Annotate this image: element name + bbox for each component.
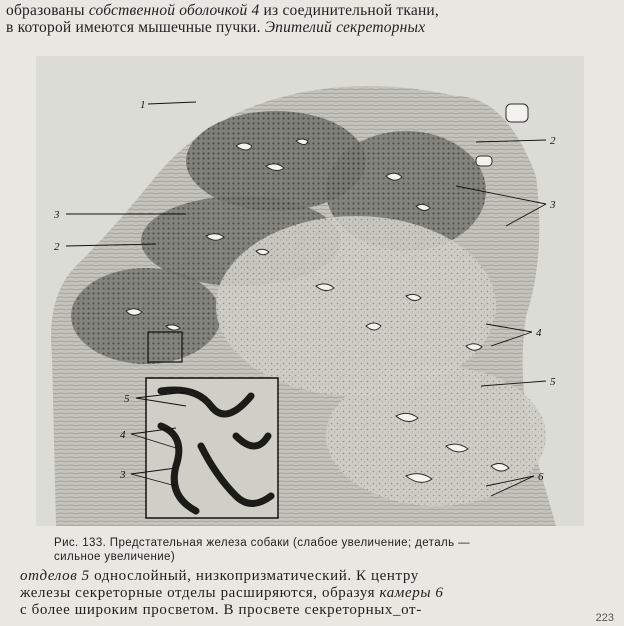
figure-label: 3 — [54, 209, 60, 221]
italic-term: отделов 5 — [20, 568, 90, 584]
gland-lobule — [326, 366, 546, 506]
figure-label: 2 — [54, 241, 60, 253]
figure-caption — [54, 536, 614, 564]
histology-figure — [36, 56, 584, 526]
italic-term: Эпителий секреторных — [264, 19, 426, 36]
gland-micrograph — [36, 56, 584, 526]
caption-line-1: Рис. 133. Предстательная железа собаки (слабое увеличение; деталь — — [54, 537, 470, 549]
text-span: образованы — [6, 2, 89, 19]
text-span: железы секреторные отделы расширяются, образуя — [20, 585, 380, 601]
paragraph-top-line-2 — [6, 19, 616, 36]
paragraph-top-line-1 — [6, 2, 616, 19]
text-span: в которой имеются мышечные пучки. — [6, 19, 265, 36]
paragraph-bottom-line-2 — [20, 585, 618, 602]
caption-line-2: сильное увеличение) — [54, 551, 176, 563]
figure-label: 4 — [120, 429, 126, 441]
figure-label: 2 — [550, 135, 556, 147]
figure-label: 1 — [140, 99, 146, 111]
figure-label: 3 — [550, 199, 556, 211]
figure-label: 4 — [536, 327, 542, 339]
text-span: однослойный, низкопризматический. К центру — [89, 568, 419, 584]
page-number: 223 — [595, 612, 614, 624]
figure-label: 5 — [550, 376, 556, 388]
italic-term: камеры 6 — [379, 585, 444, 601]
gland-lobule — [71, 268, 221, 364]
italic-term: собственной оболочкой 4 — [88, 2, 260, 19]
paragraph-bottom — [20, 568, 618, 619]
text-span: из соединительной ткани, — [259, 2, 440, 19]
paragraph-top — [6, 2, 616, 36]
paragraph-bottom-line-1 — [20, 568, 618, 585]
figure-label: 6 — [538, 471, 544, 483]
paragraph-bottom-line-3: с более широким просветом. В просвете секреторных_от- — [20, 602, 422, 618]
figure-label: 5 — [124, 393, 130, 405]
figure-label: 3 — [120, 469, 126, 481]
